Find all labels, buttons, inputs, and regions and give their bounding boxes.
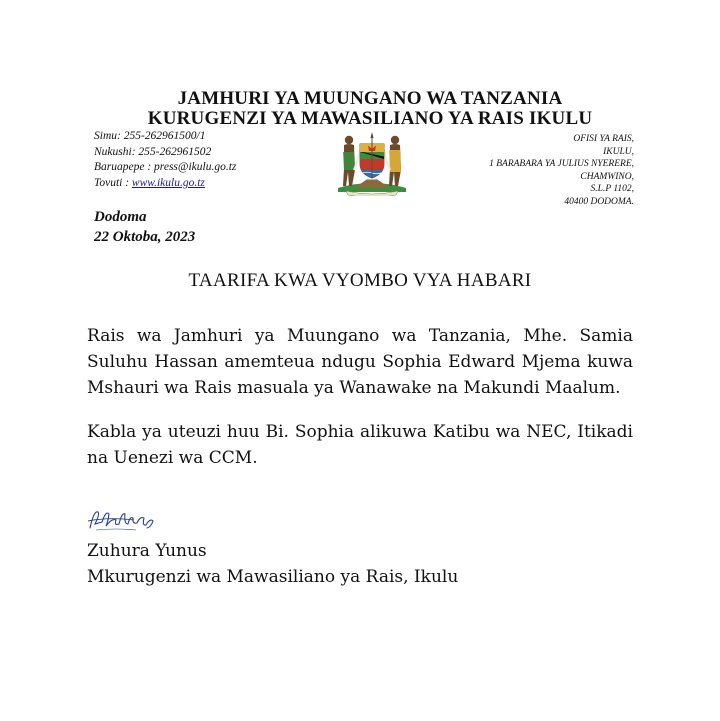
place-and-date: [94, 207, 195, 247]
body-paragraph-2: Kabla ya uteuzi huu Bi. Sophia alikuwa Katibu wa NEC, Itikadi na Uenezi wa CCM.: [87, 422, 633, 468]
date: 22 Oktoba, 2023: [94, 229, 196, 245]
signer-title: Mkurugenzi wa Mawasiliano ya Rais, Ikulu: [87, 567, 459, 587]
address-line-5: S.L.P 1102,: [590, 184, 634, 195]
website-label: Tovuti :: [94, 176, 132, 189]
fax-number: Nukushi: 255-262961502: [94, 145, 212, 158]
press-release-title: TAARIFA KWA VYOMBO VYA HABARI: [188, 270, 532, 291]
website-link[interactable]: www.ikulu.go.tz: [131, 176, 205, 189]
address-line-6: 40400 DODOMA.: [564, 196, 634, 207]
signer-block: [87, 538, 458, 590]
address-line-3: 1 BARABARA YA JULIUS NYERERE,: [489, 159, 634, 170]
handwritten-signature-icon: [86, 504, 158, 534]
office-address: [489, 133, 634, 209]
signer-name: Zuhura Yunus: [87, 541, 207, 561]
email-address: Baruapepe : press@ikulu.go.tz: [94, 161, 237, 173]
letterhead-title-line-2: KURUGENZI YA MAWASILIANO YA RAIS IKULU: [147, 108, 593, 129]
place: Dodoma: [94, 209, 147, 225]
tanzania-coat-of-arms-icon: [332, 130, 412, 196]
address-line-4: CHAMWINO,: [580, 171, 634, 182]
address-line-1: OFISI YA RAIS,: [573, 134, 634, 144]
website-line: [94, 176, 236, 192]
contact-block: [94, 129, 236, 191]
phone-number: Simu: 255-262961500/1: [94, 130, 206, 142]
letterhead-title-line-1: JAMHURI YA MUUNGANO WA TANZANIA: [177, 88, 563, 109]
address-line-2: IKULU,: [603, 146, 634, 157]
body-paragraph-1: Rais wa Jamhuri ya Muungano wa Tanzania, Mhe. Samia Suluhu Hassan amemteua ndugu Sophia Edward Mjema kuwa Mshauri wa Rais masuala ya Wanawake na Makundi Maalum.: [87, 326, 633, 398]
